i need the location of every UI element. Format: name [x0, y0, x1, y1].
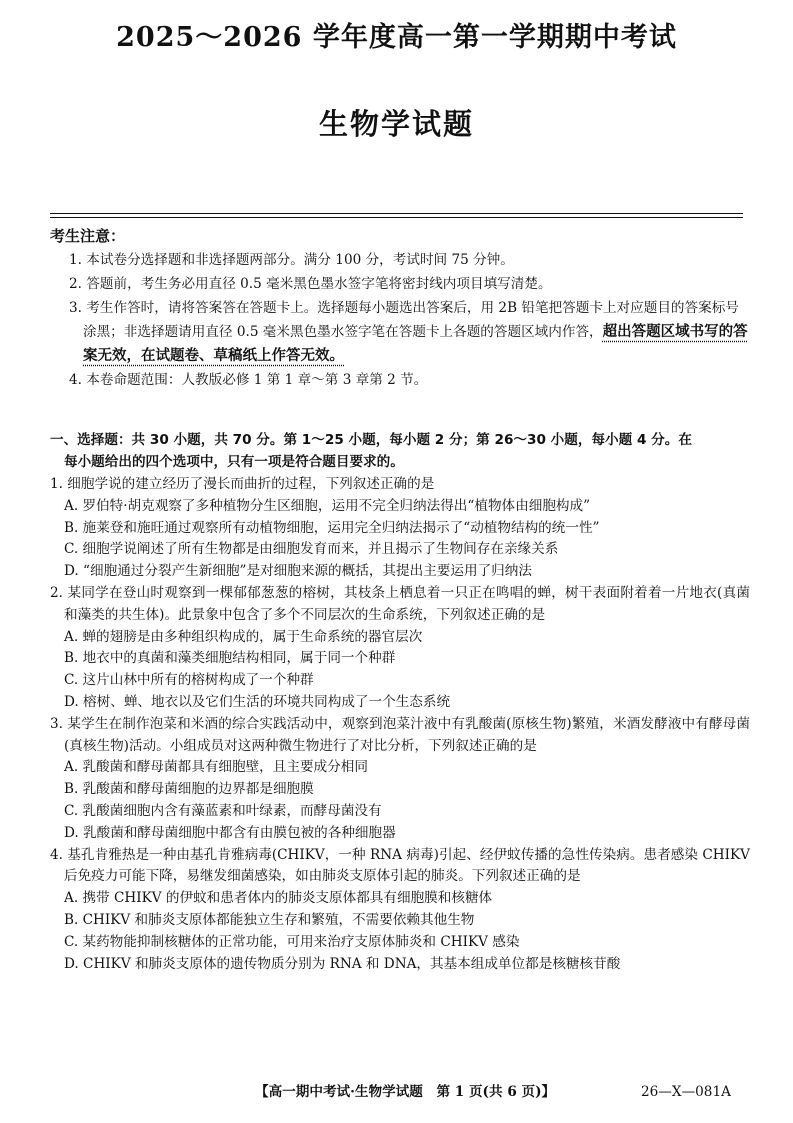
section-1-line-2: 每小题给出的四个选项中，只有一项是符合题目要求的。: [64, 453, 404, 470]
section-1-line-1: 一、选择题：共 30 小题，共 70 分。第 1～25 小题，每小题 2 分；第 26～30 小题，每小题 4 分。在: [50, 432, 692, 448]
option-b: B. 地衣中的真菌和藻类细胞结构相同，属于同一个种群: [64, 650, 396, 667]
option-a: A. 携带 CHIKV 的伊蚊和患者体内的肺炎支原体都具有细胞膜和核糖体: [64, 890, 493, 907]
option-d: D. 榕树、蝉、地衣以及它们生活的环境共同构成了一个生态系统: [64, 693, 451, 710]
question-3: [50, 714, 750, 845]
option-c: C. 细胞学说阐述了所有生物都是由细胞发育而来，并且揭示了生物间存在亲缘关系: [64, 541, 559, 558]
question-1: [50, 474, 750, 583]
notice-item-2: 2. 答题前，考生务必用直径 0.5 毫米黑色墨水签字笔将密封线内项目填写清楚。: [69, 276, 552, 292]
question-list: [50, 474, 750, 975]
subject-title: 生物学试题: [318, 107, 474, 141]
notice-item-3-emphasis: 超出答题区域书写的答案无效，在试题卷、草稿纸上作答无效。: [83, 324, 748, 364]
option-c: C. 这片山林中所有的榕树构成了一个种群: [64, 672, 314, 689]
option-a: A. 蝉的翅膀是由多种组织构成的，属于生命系统的器官层次: [64, 628, 423, 645]
question-stem: 2. 某同学在登山时观察到一棵郁郁葱葱的榕树，其枝条上栖息着一只正在鸣唱的蝉，树干表面附着着一片地衣(真菌和藻类的共生体)。此景象中包含了多个不同层次的生命系统，下列叙述正确的是: [50, 584, 750, 623]
question-stem: 3. 某学生在制作泡菜和米酒的综合实践活动中，观察到泡菜汁液中有乳酸菌(原核生物)繁殖，米酒发酵液中有酵母菌(真核生物)活动。小组成员对这两种微生物进行了对比分析，下列叙述正确的是: [50, 715, 750, 754]
question-2: [50, 583, 750, 714]
question-stem: 1. 细胞学说的建立经历了漫长而曲折的过程，下列叙述正确的是: [50, 476, 435, 492]
option-d: D. “细胞通过分裂产生新细胞”是对细胞来源的概括，其提出主要运用了归纳法: [64, 563, 532, 580]
option-b: B. 施莱登和施旺通过观察所有动植物细胞，运用完全归纳法揭示了“动植物结构的统一性”: [64, 519, 600, 536]
footer-page-info: 【高一期中考试·生物学试题 第 1 页(共 6 页)】: [255, 1084, 556, 1100]
header-divider-thick: [50, 213, 743, 214]
option-c: C. 乳酸菌细胞内含有藻蓝素和叶绿素，而酵母菌没有: [64, 802, 382, 819]
question-4: [50, 845, 750, 976]
option-a: A. 乳酸菌和酵母菌都具有细胞壁，且主要成分相同: [64, 759, 368, 776]
notice-heading: 考生注意：: [50, 227, 126, 245]
footer-exam-code: 26—X—081A: [641, 1084, 731, 1100]
notice-item-3-text: 3. 考生作答时，请将答案答在答题卡上。选择题每小题选出答案后，用 2B 铅笔把答题卡上对应题目的答案标号涂黑；非选择题请用直径 0.5 毫米黑色墨水签字笔在答题卡上各题的答题区域内作答，: [69, 300, 739, 340]
option-b: B. CHIKV 和肺炎支原体都能独立生存和繁殖，不需要依赖其他生物: [64, 911, 475, 928]
header-divider-thin: [50, 217, 743, 218]
notice-item-4: 4. 本卷命题范围：人教版必修 1 第 1 章～第 3 章第 2 节。: [69, 372, 428, 388]
notice-item-3: [50, 296, 750, 368]
candidate-notice: [50, 224, 750, 392]
option-b: B. 乳酸菌和酵母菌细胞的边界都是细胞膜: [64, 781, 314, 798]
option-d: D. 乳酸菌和酵母菌细胞中都含有由膜包被的各种细胞器: [64, 824, 396, 841]
exam-title: 2025～2026 学年度高一第一学期期中考试: [116, 22, 677, 53]
option-d: D. CHIKV 和肺炎支原体的遗传物质分别为 RNA 和 DNA，其基本组成单位都是核糖核苷酸: [64, 955, 621, 972]
option-a: A. 罗伯特·胡克观察了多种植物分生区细胞，运用不完全归纳法得出“植物体由细胞构成”: [64, 497, 591, 514]
question-stem: 4. 基孔肯雅热是一种由基孔肯雅病毒(CHIKV，一种 RNA 病毒)引起、经伊蚊传播的急性传染病。患者感染 CHIKV 后免疫力可能下降，易继发细菌感染，如由肺炎支原体引起的肺炎。下列叙述正确的是: [50, 846, 750, 885]
notice-item-1: 1. 本试卷分选择题和非选择题两部分。满分 100 分，考试时间 75 分钟。: [69, 252, 514, 268]
section-1-instructions: [50, 430, 750, 474]
option-c: C. 某药物能抑制核糖体的正常功能，可用来治疗支原体肺炎和 CHIKV 感染: [64, 933, 520, 950]
